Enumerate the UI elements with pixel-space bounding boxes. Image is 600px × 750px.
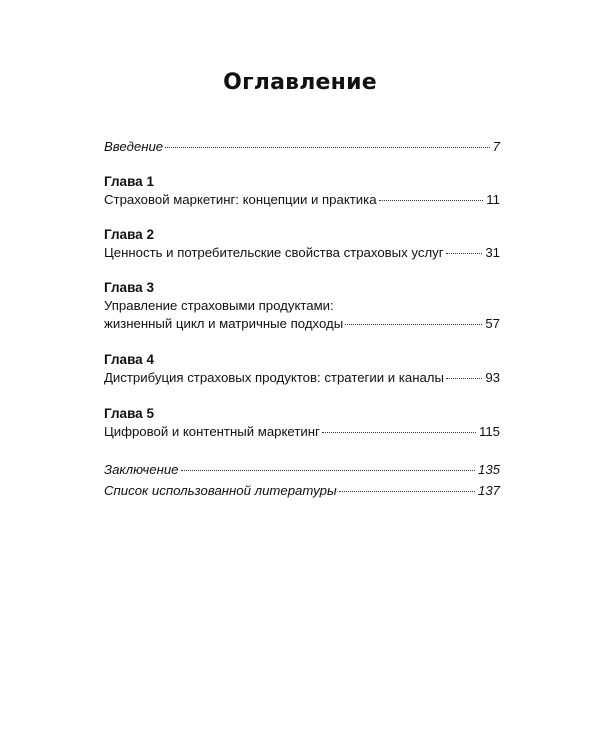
toc-entry-intro (104, 138, 500, 156)
toc-entry-conclusion (104, 461, 500, 479)
toc-entry-label: Заключение (104, 462, 179, 477)
toc-chapter-2 (104, 226, 500, 262)
toc-entry-label: Список использованной литературы (104, 483, 337, 498)
chapter-heading: Глава 1 (104, 174, 154, 189)
dot-leader (339, 491, 475, 492)
toc-page-number: 115 (478, 424, 500, 439)
chapter-heading: Глава 5 (104, 406, 154, 421)
toc-entry-label: Страховой маркетинг: концепции и практика (104, 192, 377, 207)
toc-page-number: 57 (485, 316, 500, 331)
toc-chapter-5 (104, 405, 500, 441)
toc-page-number: 7 (492, 139, 500, 154)
toc-chapter-1 (104, 173, 500, 209)
toc-entry-label: Дистрибуция страховых продуктов: стратегии и каналы (104, 370, 444, 385)
dot-leader (379, 200, 484, 201)
dot-leader (345, 324, 482, 325)
dot-leader (322, 432, 476, 433)
chapter-heading: Глава 3 (104, 280, 154, 295)
chapter-heading: Глава 2 (104, 227, 154, 242)
toc-page-number: 135 (477, 462, 500, 477)
toc-page-number: 93 (485, 370, 500, 385)
dot-leader (165, 147, 490, 148)
toc-page-number: 11 (486, 192, 500, 207)
toc-entry-label: Введение (104, 139, 164, 154)
toc-page-number: 137 (477, 483, 500, 498)
dot-leader (446, 253, 483, 254)
dot-leader (181, 470, 475, 471)
toc-chapter-4 (104, 351, 500, 387)
toc-chapter-3 (104, 279, 500, 333)
dot-leader (446, 378, 482, 379)
toc-entry-label: жизненный цикл и матричные подходы (104, 316, 344, 331)
toc-entry-label: Цифровой и контентный маркетинг (104, 424, 320, 439)
toc-entry-label-line1: Управление страховыми продуктами: (104, 298, 334, 313)
chapter-heading: Глава 4 (104, 352, 154, 367)
toc-entry-bibliography (104, 482, 500, 500)
page-title: Оглавление (223, 70, 377, 95)
toc-entry-label: Ценность и потребительские свойства страховых услуг (104, 245, 444, 260)
toc-page-number: 31 (485, 245, 500, 260)
